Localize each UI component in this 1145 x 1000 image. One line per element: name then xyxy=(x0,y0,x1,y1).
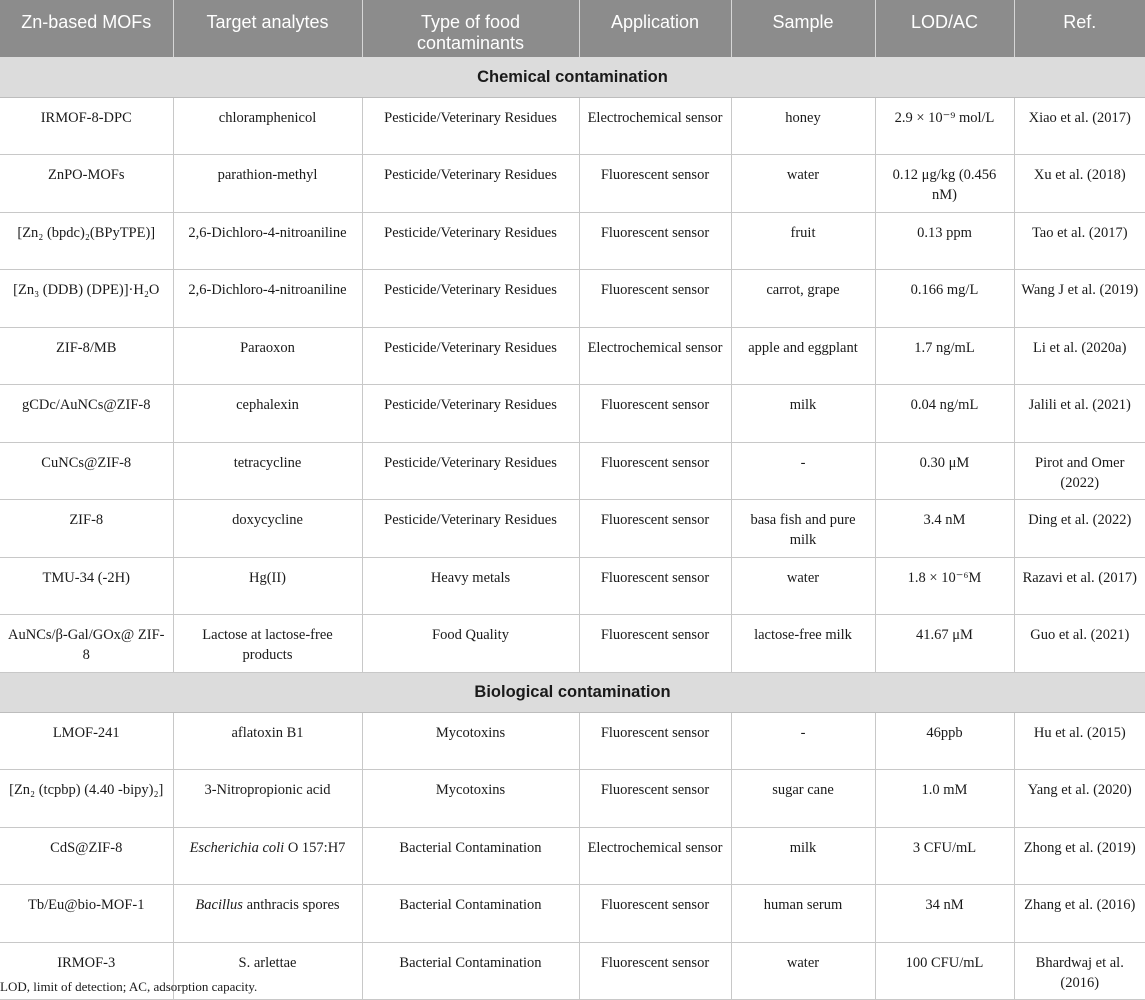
lod-cell: 0.13 ppm xyxy=(875,212,1014,270)
table-row xyxy=(0,885,1145,943)
lod-cell: 34 nM xyxy=(875,885,1014,943)
lod-cell: 3 CFU/mL xyxy=(875,827,1014,885)
contaminant-type-cell: Mycotoxins xyxy=(362,712,579,770)
reference-cell: Pirot and Omer (2022) xyxy=(1014,442,1145,500)
sample-cell: water xyxy=(731,942,875,1000)
contaminant-type-cell: Pesticide/Veterinary Residues xyxy=(362,442,579,500)
sample-cell: - xyxy=(731,442,875,500)
column-header: Type of food contaminants xyxy=(362,0,579,57)
analyte-cell: aflatoxin B1 xyxy=(173,712,362,770)
analyte-cell: cephalexin xyxy=(173,385,362,443)
lod-cell: 1.8 × 10⁻⁶M xyxy=(875,557,1014,615)
contaminant-type-cell: Bacterial Contamination xyxy=(362,827,579,885)
lod-cell: 100 CFU/mL xyxy=(875,942,1014,1000)
reference-cell: Yang et al. (2020) xyxy=(1014,770,1145,828)
section-title: Chemical contamination xyxy=(0,57,1145,97)
sample-cell: lactose-free milk xyxy=(731,615,875,673)
mof-cell: LMOF-241 xyxy=(0,712,173,770)
table-row xyxy=(0,212,1145,270)
column-header: Application xyxy=(579,0,731,57)
reference-cell: Li et al. (2020a) xyxy=(1014,327,1145,385)
analyte-cell: tetracycline xyxy=(173,442,362,500)
sample-cell: sugar cane xyxy=(731,770,875,828)
column-header: Sample xyxy=(731,0,875,57)
table-row xyxy=(0,557,1145,615)
contaminant-type-cell: Pesticide/Veterinary Residues xyxy=(362,97,579,155)
lod-cell: 46ppb xyxy=(875,712,1014,770)
application-cell: Fluorescent sensor xyxy=(579,500,731,558)
contaminant-type-cell: Pesticide/Veterinary Residues xyxy=(362,327,579,385)
mof-cell: gCDc/AuNCs@ZIF-8 xyxy=(0,385,173,443)
contaminant-type-cell: Pesticide/Veterinary Residues xyxy=(362,500,579,558)
reference-cell: Wang J et al. (2019) xyxy=(1014,270,1145,328)
table-row xyxy=(0,155,1145,213)
mof-cell: [Zn₂ (bpdc)₂(BPyTPE)] xyxy=(0,212,173,270)
contaminant-type-cell: Pesticide/Veterinary Residues xyxy=(362,155,579,213)
analyte-cell: Paraoxon xyxy=(173,327,362,385)
analyte-cell: 2,6-Dichloro-4-nitroaniline xyxy=(173,212,362,270)
section-row xyxy=(0,57,1145,97)
lod-cell: 1.0 mM xyxy=(875,770,1014,828)
mof-cell: [Zn₂ (tcpbp) (4.40 -bipy)₂] xyxy=(0,770,173,828)
sample-cell: carrot, grape xyxy=(731,270,875,328)
application-cell: Fluorescent sensor xyxy=(579,270,731,328)
mof-cell: ZnPO-MOFs xyxy=(0,155,173,213)
application-cell: Fluorescent sensor xyxy=(579,770,731,828)
header-row xyxy=(0,0,1145,57)
mof-cell: CuNCs@ZIF-8 xyxy=(0,442,173,500)
sample-cell: milk xyxy=(731,385,875,443)
lod-cell: 0.166 mg/L xyxy=(875,270,1014,328)
contaminant-type-cell: Bacterial Contamination xyxy=(362,885,579,943)
section-title: Biological contamination xyxy=(0,672,1145,712)
lod-cell: 0.12 μg/kg (0.456 nM) xyxy=(875,155,1014,213)
reference-cell: Tao et al. (2017) xyxy=(1014,212,1145,270)
column-header: Ref. xyxy=(1014,0,1145,57)
sample-cell: basa fish and pure milk xyxy=(731,500,875,558)
application-cell: Fluorescent sensor xyxy=(579,942,731,1000)
application-cell: Fluorescent sensor xyxy=(579,385,731,443)
analyte-cell: doxycycline xyxy=(173,500,362,558)
application-cell: Electrochemical sensor xyxy=(579,827,731,885)
analyte-text: O 157:H7 xyxy=(284,839,346,856)
lod-cell: 1.7 ng/mL xyxy=(875,327,1014,385)
contaminant-type-cell: Heavy metals xyxy=(362,557,579,615)
reference-cell: Ding et al. (2022) xyxy=(1014,500,1145,558)
column-header: LOD/AC xyxy=(875,0,1014,57)
analyte-cell: Lactose at lactose-free products xyxy=(173,615,362,673)
lod-cell: 0.04 ng/mL xyxy=(875,385,1014,443)
mof-cell: CdS@ZIF-8 xyxy=(0,827,173,885)
reference-cell: Guo et al. (2021) xyxy=(1014,615,1145,673)
contaminant-type-cell: Pesticide/Veterinary Residues xyxy=(362,270,579,328)
table-row xyxy=(0,827,1145,885)
table-row xyxy=(0,442,1145,500)
reference-cell: Zhong et al. (2019) xyxy=(1014,827,1145,885)
application-cell: Fluorescent sensor xyxy=(579,155,731,213)
mof-cell: [Zn₃ (DDB) (DPE)]·H₂O xyxy=(0,270,173,328)
lod-cell: 2.9 × 10⁻⁹ mol/L xyxy=(875,97,1014,155)
analyte-cell xyxy=(173,885,362,943)
reference-cell: Zhang et al. (2016) xyxy=(1014,885,1145,943)
mof-cell: IRMOF-3 xyxy=(0,942,173,1000)
mof-cell: ZIF-8 xyxy=(0,500,173,558)
column-header: Target analytes xyxy=(173,0,362,57)
sample-cell: honey xyxy=(731,97,875,155)
table-row xyxy=(0,270,1145,328)
analyte-cell xyxy=(173,827,362,885)
application-cell: Fluorescent sensor xyxy=(579,442,731,500)
table-row xyxy=(0,385,1145,443)
analyte-cell: Hg(II) xyxy=(173,557,362,615)
application-cell: Fluorescent sensor xyxy=(579,557,731,615)
reference-cell: Razavi et al. (2017) xyxy=(1014,557,1145,615)
application-cell: Fluorescent sensor xyxy=(579,615,731,673)
contaminant-type-cell: Pesticide/Veterinary Residues xyxy=(362,212,579,270)
analyte-italic-text: Bacillus xyxy=(195,897,243,913)
analyte-cell: chloramphenicol xyxy=(173,97,362,155)
contaminant-type-cell: Pesticide/Veterinary Residues xyxy=(362,385,579,443)
mof-cell: IRMOF-8-DPC xyxy=(0,97,173,155)
application-cell: Fluorescent sensor xyxy=(579,712,731,770)
mof-cell: AuNCs/β-Gal/GOx@ ZIF-8 xyxy=(0,615,173,673)
sample-cell: apple and eggplant xyxy=(731,327,875,385)
table-row xyxy=(0,615,1145,673)
sample-cell: human serum xyxy=(731,885,875,943)
table-row xyxy=(0,500,1145,558)
sample-cell: milk xyxy=(731,827,875,885)
reference-cell: Xiao et al. (2017) xyxy=(1014,97,1145,155)
analyte-italic-text: Escherichia coli xyxy=(189,839,285,856)
table-row xyxy=(0,97,1145,155)
application-cell: Electrochemical sensor xyxy=(579,327,731,385)
reference-cell: Hu et al. (2015) xyxy=(1014,712,1145,770)
lod-cell: 41.67 μM xyxy=(875,615,1014,673)
mof-cell: TMU-34 (-2H) xyxy=(0,557,173,615)
section-row xyxy=(0,672,1145,712)
application-cell: Electrochemical sensor xyxy=(579,97,731,155)
sample-cell: fruit xyxy=(731,212,875,270)
reference-cell: Bhardwaj et al. (2016) xyxy=(1014,942,1145,1000)
mof-cell: Tb/Eu@bio-MOF-1 xyxy=(0,885,173,943)
lod-cell: 3.4 nM xyxy=(875,500,1014,558)
application-cell: Fluorescent sensor xyxy=(579,885,731,943)
reference-cell: Jalili et al. (2021) xyxy=(1014,385,1145,443)
table-row xyxy=(0,327,1145,385)
analyte-cell: 3-Nitropropionic acid xyxy=(173,770,362,828)
table-footnote: LOD, limit of detection; AC, adsorption capacity. xyxy=(0,979,258,994)
analyte-cell: 2,6-Dichloro-4-nitroaniline xyxy=(173,270,362,328)
contaminant-type-cell: Food Quality xyxy=(362,615,579,673)
contaminant-type-cell: Bacterial Contamination xyxy=(362,942,579,1000)
application-cell: Fluorescent sensor xyxy=(579,212,731,270)
analyte-cell: S. arlettae xyxy=(173,942,362,1000)
sample-cell: water xyxy=(731,155,875,213)
sample-cell: water xyxy=(731,557,875,615)
contaminant-type-cell: Mycotoxins xyxy=(362,770,579,828)
table-row xyxy=(0,770,1145,828)
analyte-text: anthracis spores xyxy=(242,897,340,913)
table-row xyxy=(0,712,1145,770)
mof-cell: ZIF-8/MB xyxy=(0,327,173,385)
reference-cell: Xu et al. (2018) xyxy=(1014,155,1145,213)
lod-cell: 0.30 μM xyxy=(875,442,1014,500)
analyte-cell: parathion-methyl xyxy=(173,155,362,213)
sample-cell: - xyxy=(731,712,875,770)
column-header: Zn-based MOFs xyxy=(0,0,173,57)
